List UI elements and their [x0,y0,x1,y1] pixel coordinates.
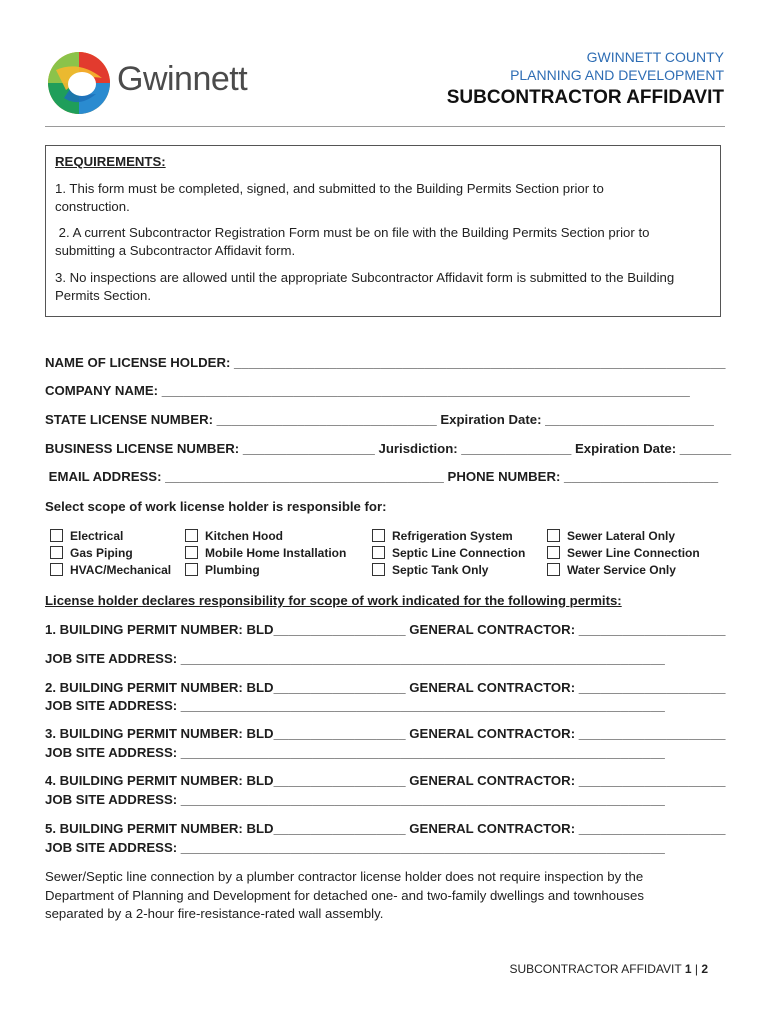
department-name [510,48,724,84]
checkbox-icon[interactable] [185,546,198,559]
checkbox-icon[interactable] [50,563,63,576]
checkbox-label: HVAC/Mechanical [70,562,172,577]
job-site-address-field-1[interactable]: JOB SITE ADDRESS: __________________________________________________________________ [45,651,665,666]
job-site-address-field-4[interactable]: JOB SITE ADDRESS: __________________________________________________________________ [45,792,665,807]
checkbox-icon[interactable] [185,563,198,576]
permit-number-field-1[interactable]: 1. BUILDING PERMIT NUMBER: BLD__________________ GENERAL CONTRACTOR: ____________________ [45,622,726,637]
job-site-address-field-5[interactable]: JOB SITE ADDRESS: __________________________________________________________________ [45,840,665,855]
checkbox-icon[interactable] [547,563,560,576]
page-separator: | [694,962,698,976]
checkbox-icon[interactable] [50,546,63,559]
permit-number-field-3[interactable]: 3. BUILDING PERMIT NUMBER: BLD__________________ GENERAL CONTRACTOR: ____________________ [45,726,726,741]
checkbox-label: Plumbing [205,562,260,577]
page-number: 1 [684,962,692,976]
checkbox-icon[interactable] [547,529,560,542]
checkbox-icon[interactable] [372,546,385,559]
checkbox-septic-line[interactable] [372,544,525,561]
permit-declaration: License holder declares responsibility for scope of work indicated for the following permits: [45,593,622,608]
logo-wordmark: Gwinnett [117,60,248,98]
checkbox-label: Sewer Lateral Only [567,528,676,543]
checkbox-label: Septic Line Connection [392,545,526,560]
checkbox-icon[interactable] [185,529,198,542]
job-site-address-field-2[interactable]: JOB SITE ADDRESS: __________________________________________________________________ [45,698,665,713]
checkbox-sewer-line[interactable] [547,544,700,561]
permit-number-field-2[interactable]: 2. BUILDING PERMIT NUMBER: BLD__________________ GENERAL CONTRACTOR: ____________________ [45,680,726,695]
checkbox-septic-tank[interactable] [372,561,525,578]
checkbox-kitchen-hood[interactable] [185,527,346,544]
checkbox-label: Gas Piping [70,545,133,560]
scope-column-3 [372,527,525,578]
checkbox-refrigeration[interactable] [372,527,525,544]
checkbox-label: Septic Tank Only [392,562,489,577]
checkbox-hvac[interactable] [50,561,171,578]
license-holder-name-field[interactable]: NAME OF LICENSE HOLDER: ___________________________________________________________________ [45,355,726,370]
scope-prompt: Select scope of work license holder is responsible for: [45,499,387,514]
permit-number-field-5[interactable]: 5. BUILDING PERMIT NUMBER: BLD__________________ GENERAL CONTRACTOR: ____________________ [45,821,726,836]
gwinnett-logo-icon [46,50,112,116]
business-license-field[interactable]: BUSINESS LICENSE NUMBER: __________________ Jurisdiction: _______________ Expiration Date: _______ [45,441,732,456]
permit-number-field-4[interactable]: 4. BUILDING PERMIT NUMBER: BLD__________________ GENERAL CONTRACTOR: ____________________ [45,773,726,788]
checkbox-label: Refrigeration System [392,528,513,543]
header-divider [45,126,725,127]
checkbox-icon[interactable] [547,546,560,559]
state-license-field[interactable]: STATE LICENSE NUMBER: ______________________________ Expiration Date: _______________________ [45,412,714,427]
checkbox-mobile-home[interactable] [185,544,346,561]
requirement-item: 3. No inspections are allowed until the appropriate Subcontractor Affidavit form is submitted to the Building Permits Section. [55,270,675,303]
department-label: PLANNING AND DEVELOPMENT [510,67,724,83]
checkbox-plumbing[interactable] [185,561,346,578]
checkbox-label: Water Service Only [567,562,676,577]
requirement-item: 1. This form must be completed, signed, and submitted to the Building Permits Section prior to construction. [55,181,604,214]
checkbox-icon[interactable] [372,529,385,542]
checkbox-gas-piping[interactable] [50,544,171,561]
septic-connection-note: Sewer/Septic line connection by a plumber contractor license holder does not require inspection by the Department of Planning and Development for detached one- and two-family dwellings and townhouses separated by a 2-hour fire-resistance-rated wall assembly. [45,869,644,921]
checkbox-water-service[interactable] [547,561,700,578]
county-name: GWINNETT COUNTY [586,49,724,65]
checkbox-icon[interactable] [50,529,63,542]
footer-label: SUBCONTRACTOR AFFIDAVIT [509,962,682,976]
checkbox-label: Sewer Line Connection [567,545,700,560]
scope-column-2 [185,527,346,578]
company-name-field[interactable]: COMPANY NAME: ________________________________________________________________________ [45,383,690,398]
requirement-item: 2. A current Subcontractor Registration Form must be on file with the Building Permits Section prior to submitting a Subcontractor Affidavit form. [55,225,654,258]
checkbox-label: Kitchen Hood [205,528,283,543]
checkbox-sewer-lateral[interactable] [547,527,700,544]
email-phone-field[interactable]: EMAIL ADDRESS: ______________________________________ PHONE NUMBER: _____________________ [45,469,719,484]
checkbox-icon[interactable] [372,563,385,576]
job-site-address-field-3[interactable]: JOB SITE ADDRESS: __________________________________________________________________ [45,745,665,760]
requirements-heading: REQUIREMENTS: [55,154,166,169]
scope-column-4 [547,527,700,578]
checkbox-label: Mobile Home Installation [205,545,347,560]
page-total: 2 [701,962,708,976]
checkbox-electrical[interactable] [50,527,171,544]
scope-column-1 [50,527,171,578]
checkbox-label: Electrical [70,528,124,543]
page-footer [509,962,708,976]
form-title: SUBCONTRACTOR AFFIDAVIT [446,87,724,108]
